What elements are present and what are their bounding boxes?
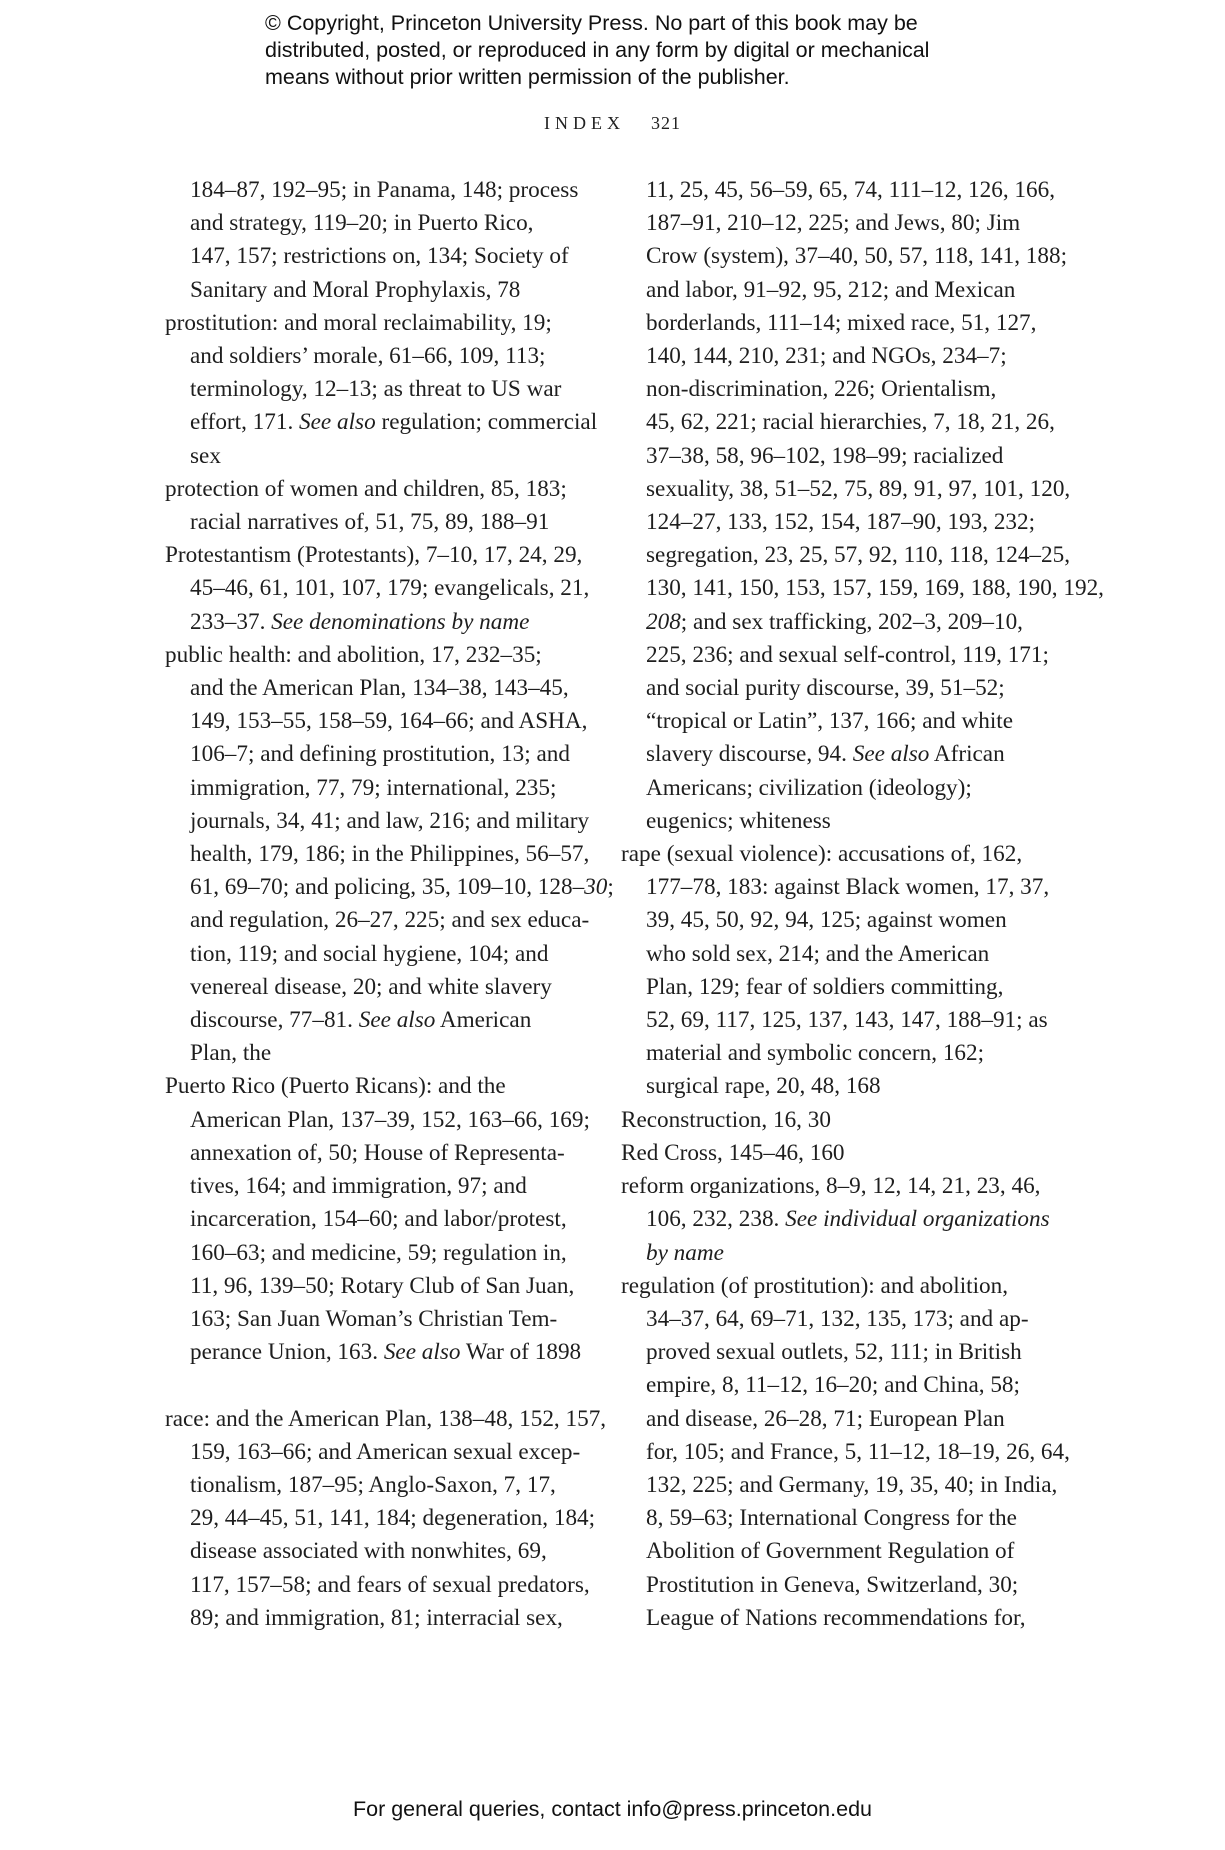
index-entry-line: 34–37, 64, 69–71, 132, 135, 173; and ap- xyxy=(646,1305,1029,1332)
index-entry-line: Reconstruction, 16, 30 xyxy=(621,1106,831,1133)
index-entry-line: and disease, 26–28, 71; European Plan xyxy=(646,1405,1005,1432)
index-entry-line: 117, 157–58; and fears of sexual predators, xyxy=(190,1571,590,1598)
index-entry-line: Plan, 129; fear of soldiers committing, xyxy=(646,973,1004,1000)
index-entry-line: disease associated with nonwhites, 69, xyxy=(190,1538,547,1565)
index-entry-line: Abolition of Government Regulation of xyxy=(646,1538,1015,1565)
index-entry xyxy=(621,1137,1041,1170)
index-entry-line: reform organizations, 8–9, 12, 14, 21, 23, 46, xyxy=(621,1173,1041,1200)
index-entry-line: 187–91, 210–12, 225; and Jews, 80; Jim xyxy=(646,210,1021,237)
index-entry-line: for, 105; and France, 5, 11–12, 18–19, 26, 64, xyxy=(646,1438,1070,1465)
index-entry-line: 163; San Juan Woman’s Christian Tem- xyxy=(190,1305,558,1332)
index-entry-line: surgical rape, 20, 48, 168 xyxy=(646,1073,881,1100)
copyright-notice xyxy=(265,10,1005,91)
copyright-line: means without prior written permission of the publisher. xyxy=(265,65,790,89)
index-entry-line: rape (sexual violence): accusations of, 162, xyxy=(621,841,1023,868)
footer-contact: For general queries, contact info@press.princeton.edu xyxy=(352,1797,872,1821)
index-entry-line: 45, 62, 221; racial hierarchies, 7, 18, 21, 26, xyxy=(646,409,1055,436)
index-entry-line: 8, 59–63; International Congress for the xyxy=(646,1505,1017,1532)
index-entry-line: 39, 45, 50, 92, 94, 125; against women xyxy=(646,907,1007,934)
copyright-line: © Copyright, Princeton University Press. No part of this book may be xyxy=(265,11,918,35)
index-entry-line: health, 179, 186; in the Philippines, 56–57, xyxy=(190,841,590,868)
index-entry-line: segregation, 23, 25, 57, 92, 110, 118, 124–25, xyxy=(646,542,1070,569)
index-entry xyxy=(165,1403,607,1635)
index-entry-line: 130, 141, 150, 153, 157, 159, 169, 188, 190, 192, xyxy=(646,575,1104,602)
index-entry xyxy=(621,1104,1041,1137)
index-entry-line: 159, 163–66; and American sexual excep- xyxy=(190,1438,581,1465)
index-entry-line: 225, 236; and sexual self-control, 119, 171; xyxy=(646,641,1049,668)
index-entry-line: who sold sex, 214; and the American xyxy=(646,940,990,967)
index-entry xyxy=(165,539,590,639)
index-entry-line: 208; and sex trafficking, 202–3, 209–10, xyxy=(646,608,1023,635)
running-head xyxy=(0,113,1225,134)
index-entry-line: sexuality, 38, 51–52, 75, 89, 91, 97, 101, 120, xyxy=(646,475,1071,502)
index-entry-line: and soldiers’ morale, 61–66, 109, 113; xyxy=(190,343,546,370)
index-entry-line: tion, 119; and social hygiene, 104; and xyxy=(190,940,549,967)
index-entry-line: and regulation, 26–27, 225; and sex educa- xyxy=(190,907,590,934)
index-entry-line: Plan, the xyxy=(190,1040,272,1067)
index-entry-line: material and symbolic concern, 162; xyxy=(646,1040,985,1067)
index-entry-line: 52, 69, 117, 125, 137, 143, 147, 188–91; as xyxy=(646,1007,1048,1034)
index-entry-line: incarceration, 154–60; and labor/protest, xyxy=(190,1206,567,1233)
index-entry-line: tives, 164; and immigration, 97; and xyxy=(190,1173,527,1200)
index-entry-line: Crow (system), 37–40, 50, 57, 118, 141, 188; xyxy=(646,243,1068,270)
index-entry-line: Prostitution in Geneva, Switzerland, 30; xyxy=(646,1571,1019,1598)
index-entry xyxy=(165,473,585,539)
index-entry-line: Protestantism (Protestants), 7–10, 17, 24, 29, xyxy=(165,542,583,569)
index-entry-line: 45–46, 61, 101, 107, 179; evangelicals, 21, xyxy=(190,575,590,602)
copyright-line: distributed, posted, or reproduced in any form by digital or mechanical xyxy=(265,38,930,62)
index-entry-line: immigration, 77, 79; international, 235; xyxy=(190,774,557,801)
index-entry-line: Sanitary and Moral Prophylaxis, 78 xyxy=(190,276,521,303)
index-entry xyxy=(165,307,598,473)
index-entry-line: annexation of, 50; House of Representa- xyxy=(190,1139,565,1166)
index-entry-line: 160–63; and medicine, 59; regulation in, xyxy=(190,1239,567,1266)
running-head-title: INDEX xyxy=(544,113,625,133)
index-entry-line: League of Nations recommendations for, xyxy=(646,1604,1026,1631)
index-entry xyxy=(165,639,614,1071)
index-entry-line: and the American Plan, 134–38, 143–45, xyxy=(190,675,569,702)
index-entry-line: slavery discourse, 94. See also African xyxy=(646,741,1005,768)
index-entry-line: by name xyxy=(646,1239,724,1266)
index-entry-line: sex xyxy=(190,442,221,469)
index-entry-line: 11, 96, 139–50; Rotary Club of San Juan, xyxy=(190,1272,575,1299)
index-entry-line: eugenics; whiteness xyxy=(646,807,831,834)
section-gap xyxy=(165,1369,585,1402)
page-number: 321 xyxy=(651,113,681,133)
index-entry-line: American Plan, 137–39, 152, 163–66, 169; xyxy=(190,1106,590,1133)
index-entry-line: public health: and abolition, 17, 232–35; xyxy=(165,641,542,668)
index-entry-line: perance Union, 163. See also War of 1898 xyxy=(190,1339,582,1366)
index-entry-line: 184–87, 192–95; in Panama, 148; process xyxy=(190,177,579,203)
index-entry-line: race: and the American Plan, 138–48, 152, 157, xyxy=(165,1405,607,1432)
index-entry-continuation xyxy=(165,174,585,307)
index-entry-line: Puerto Rico (Puerto Ricans): and the xyxy=(165,1073,506,1100)
index-entry-line: 61, 69–70; and policing, 35, 109–10, 128–30; xyxy=(190,874,614,901)
index-entry-line: non-discrimination, 226; Orientalism, xyxy=(646,376,997,403)
index-entry-continuation xyxy=(621,174,1104,838)
index-entry-line: discourse, 77–81. See also American xyxy=(190,1007,532,1034)
index-entry-line: 147, 157; restrictions on, 134; Society of xyxy=(190,243,569,270)
index-entry xyxy=(621,1270,1070,1635)
index-entry-line: Red Cross, 145–46, 160 xyxy=(621,1139,845,1166)
index-entry-line: 233–37. See denominations by name xyxy=(190,608,530,635)
index-entry-line: 140, 144, 210, 231; and NGOs, 234–7; xyxy=(646,343,1007,370)
index-column-right xyxy=(621,174,1104,1635)
index-entry-line: 106–7; and defining prostitution, 13; and xyxy=(190,741,570,768)
index-entry-line: racial narratives of, 51, 75, 89, 188–91 xyxy=(190,509,550,536)
index-entry xyxy=(165,1070,590,1369)
index-entry-line: and social purity discourse, 39, 51–52; xyxy=(646,675,1005,702)
index-entry-line: and strategy, 119–20; in Puerto Rico, xyxy=(190,210,534,237)
index-entry-line: venereal disease, 20; and white slavery xyxy=(190,973,552,1000)
index-entry-line: effort, 171. See also regulation; commercial xyxy=(190,409,598,436)
index-entry-line: 132, 225; and Germany, 19, 35, 40; in India, xyxy=(646,1471,1058,1498)
index-entry-line: Americans; civilization (ideology); xyxy=(646,774,972,801)
index-entry-line: 11, 25, 45, 56–59, 65, 74, 111–12, 126, 166, xyxy=(646,177,1055,203)
index-entry-line: 124–27, 133, 152, 154, 187–90, 193, 232; xyxy=(646,509,1036,536)
index-entry-line: protection of women and children, 85, 183; xyxy=(165,475,567,502)
index-entry-line: tionalism, 187–95; Anglo-Saxon, 7, 17, xyxy=(190,1471,556,1498)
index-entry-line: journals, 34, 41; and law, 216; and military xyxy=(190,807,590,834)
index-entry-line: borderlands, 111–14; mixed race, 51, 127, xyxy=(646,309,1037,336)
index-entry-line: 29, 44–45, 51, 141, 184; degeneration, 184; xyxy=(190,1505,596,1532)
index-entry-line: 177–78, 183: against Black women, 17, 37, xyxy=(646,874,1050,901)
index-entry-line: 106, 232, 238. See individual organizations xyxy=(646,1206,1050,1233)
index-entry-line: “tropical or Latin”, 137, 166; and white xyxy=(646,708,1014,735)
index-entry xyxy=(621,838,1050,1104)
index-entry-line: regulation (of prostitution): and abolition, xyxy=(621,1272,1009,1299)
index-entry-line: empire, 8, 11–12, 16–20; and China, 58; xyxy=(646,1372,1020,1399)
index-entry-line: terminology, 12–13; as threat to US war xyxy=(190,376,562,403)
index-entry xyxy=(621,1170,1050,1270)
index-entry-line: and labor, 91–92, 95, 212; and Mexican xyxy=(646,276,1016,303)
index-entry-line: proved sexual outlets, 52, 111; in British xyxy=(646,1339,1022,1366)
index-entry-line: 89; and immigration, 81; interracial sex, xyxy=(190,1604,563,1631)
index-column-left xyxy=(165,174,614,1635)
index-entry-line: 37–38, 58, 96–102, 198–99; racialized xyxy=(646,442,1004,469)
index-entry-line: prostitution: and moral reclaimability, 19; xyxy=(165,309,552,336)
index-entry-line: 149, 153–55, 158–59, 164–66; and ASHA, xyxy=(190,708,588,735)
